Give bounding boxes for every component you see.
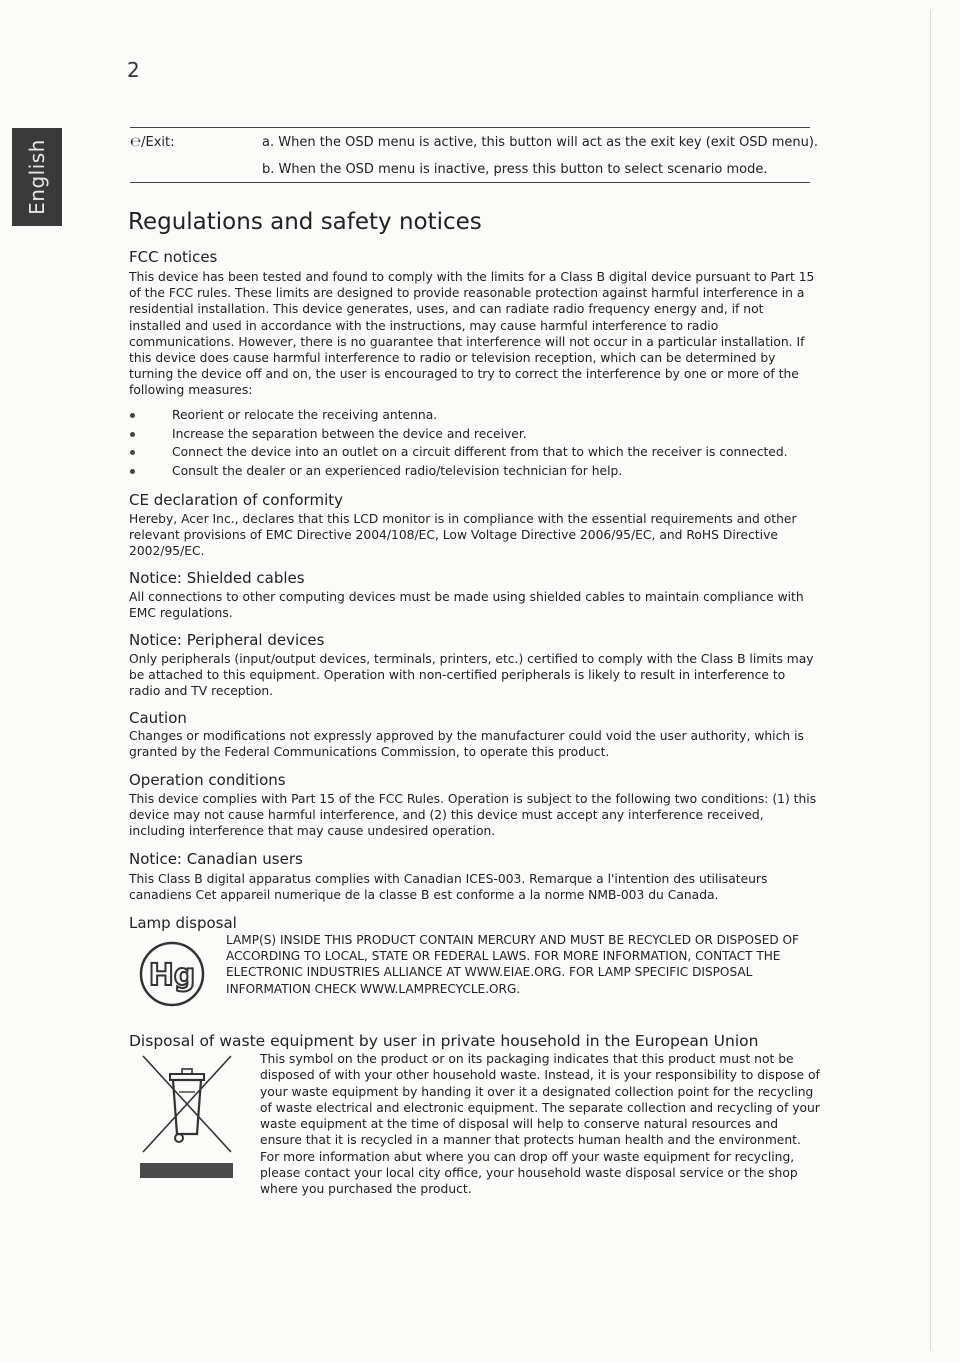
weee-heading: Disposal of waste equipment by user in private household in the European Union xyxy=(129,1032,759,1050)
shielded-heading: Notice: Shielded cables xyxy=(129,569,305,587)
list-item: Connect the device into an outlet on a circuit different from that to which the receiver is connected. xyxy=(129,445,788,464)
exit-key-label xyxy=(130,135,175,150)
operation-heading: Operation conditions xyxy=(129,771,286,789)
operation-body: This device complies with Part 15 of the FCC Rules. Operation is subject to the following two conditions: (1) this device may not cause harmful interference, and (2) this device must accept any interference received, including interference that may cause undesired operation. xyxy=(129,792,817,839)
caution-heading: Caution xyxy=(129,709,187,727)
peripheral-body: Only peripherals (input/output devices, terminals, printers, etc.) certified to comply with the Class B limits may be attached to this equipment. Operation with non-certified peripherals is likely to result in interference to radio and TV reception. xyxy=(129,652,814,699)
mercury-hg-icon xyxy=(138,940,206,1012)
crossed-out-wheelie-bin-icon xyxy=(137,1052,237,1161)
mercury-symbol-text: Hg xyxy=(148,958,196,993)
list-item: Increase the separation between the device and receiver. xyxy=(129,427,788,446)
ce-heading: CE declaration of conformity xyxy=(129,491,343,509)
lamp-heading: Lamp disposal xyxy=(129,914,237,932)
language-tab xyxy=(12,128,62,226)
ce-body: Hereby, Acer Inc., declares that this LCD monitor is in compliance with the essential requirements and other relevant provisions of EMC Directive 2004/108/EC, Low Voltage Directive 2006/95/EC, and RoHS Directive 2002/95/EC. xyxy=(129,512,797,559)
peripheral-heading: Notice: Peripheral devices xyxy=(129,631,325,649)
list-item: Reorient or relocate the receiving antenna. xyxy=(129,408,788,427)
canadian-body: This Class B digital apparatus complies with Canadian ICES-003. Remarque a l'intention des utilisateurs canadiens Cet appareil numerique de la classe B est conforme a la norme NMB-003 du Canada. xyxy=(129,872,768,903)
page-edge-line xyxy=(930,10,931,1350)
canadian-heading: Notice: Canadian users xyxy=(129,850,303,868)
bullet-icon xyxy=(130,469,135,474)
shielded-body: All connections to other computing devices must be made using shielded cables to maintain compliance with EMC regulations. xyxy=(129,590,804,621)
caution-body: Changes or modifications not expressly approved by the manufacturer could void the user authority, which is granted by the Federal Communications Commission, to operate this product. xyxy=(129,729,804,760)
table-top-rule xyxy=(130,127,810,128)
exit-key-line-a: a. When the OSD menu is active, this button will act as the exit key (exit OSD menu). xyxy=(262,135,819,150)
page-title: Regulations and safety notices xyxy=(128,209,482,235)
weee-body: This symbol on the product or on its packaging indicates that this product must not be disposed of with your other household waste. Instead, it is your responsibility to dispose of your waste equipment by handing it over it a designated collection point for the recycling of waste electrical and electronic equipment. The separate collection and recycling of your waste equipment at the time of disposal will help to conserve natural resources and ensure that it is recycled in a manner that protects human health and the environment. For more information abut where you can drop off your waste equipment for recycling, please contact your local city office, your household waste disposal service or the shop where you purchased the product. xyxy=(260,1052,820,1197)
language-tab-label: English xyxy=(25,139,49,215)
weee-marking-bar xyxy=(140,1163,233,1178)
bullet-icon xyxy=(130,432,135,437)
fcc-body: This device has been tested and found to comply with the limits for a Class B digital device pursuant to Part 15 of the FCC rules. These limits are designed to provide reasonable protection against harmful interference in a residential installation. This device generates, uses, and can radiate radio frequency energy and, if not installed and used in accordance with the instructions, may cause harmful interference to radio communications. However, there is no guarantee that interference will not occur in a particular installation. If this device does cause harmful interference to radio or television reception, which can be determined by turning the device off and on, the user is encouraged to try to correct the interference by one or more of the following measures: xyxy=(129,270,815,398)
bullet-icon xyxy=(130,450,135,455)
exit-key-text: /Exit: xyxy=(141,135,175,150)
lamp-body: LAMP(S) INSIDE THIS PRODUCT CONTAIN MERCURY AND MUST BE RECYCLED OR DISPOSED OF ACCORDING TO LOCAL, STATE OR FEDERAL LAWS. FOR MORE INFORMATION, CONTACT THE ELECTRONIC INDUSTRIES ALLIANCE AT WWW.EIAE.ORG. FOR LAMP SPECIFIC DISPOSAL INFORMATION CHECK WWW.LAMPRECYCLE.ORG. xyxy=(226,933,799,996)
fcc-heading: FCC notices xyxy=(129,248,218,266)
exit-key-line-b: b. When the OSD menu is inactive, press this button to select scenario mode. xyxy=(262,162,768,177)
exit-key-icon: ℮ xyxy=(130,135,142,150)
bullet-icon xyxy=(130,413,135,418)
table-bottom-rule xyxy=(130,182,810,183)
fcc-measures-list xyxy=(129,408,788,482)
list-item: Consult the dealer or an experienced radio/television technician for help. xyxy=(129,464,788,483)
page-number: 2 xyxy=(127,58,140,82)
